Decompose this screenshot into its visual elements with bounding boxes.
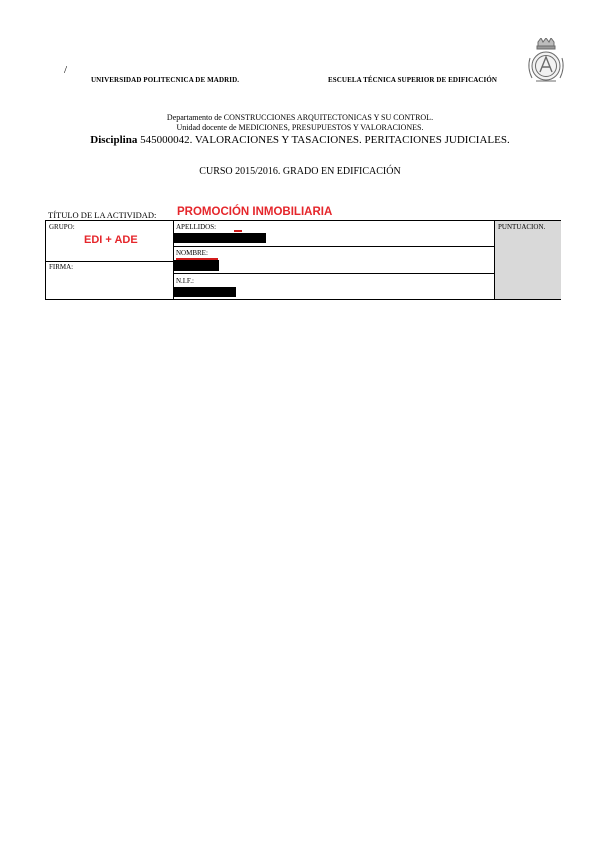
discipline-label: Disciplina	[90, 134, 138, 146]
activity-title-value[interactable]: PROMOCIÓN INMOBILIARIA	[177, 206, 333, 218]
redacted-surname	[174, 233, 266, 243]
apellidos-label: APELLIDOS:	[176, 223, 217, 231]
school-name: ESCUELA TÉCNICA SUPERIOR DE EDIFICACIÓN	[328, 76, 498, 84]
row-divider	[46, 261, 173, 262]
puntuacion-label: PUNTUACION.	[498, 223, 546, 231]
grupo-value[interactable]: EDI + ADE	[84, 234, 138, 246]
stray-slash-mark: /	[64, 64, 68, 76]
nif-label: N.I.F.:	[176, 277, 194, 285]
firma-label: FIRMA:	[49, 263, 74, 271]
student-info-table	[45, 220, 561, 300]
redacted-nif	[174, 287, 236, 297]
row-divider	[173, 273, 494, 274]
redacted-first-name	[174, 260, 219, 271]
discipline-text: 545000042. VALORACIONES Y TASACIONES. PERITACIONES JUDICIALES.	[137, 134, 510, 146]
redaction-residue	[234, 230, 242, 232]
university-name: UNIVERSIDAD POLITECNICA DE MADRID.	[91, 76, 240, 84]
course-title: CURSO 2015/2016. GRADO EN EDIFICACIÓN	[199, 166, 401, 177]
school-crest-logo	[526, 38, 566, 84]
column-divider	[494, 221, 495, 299]
score-box	[495, 221, 561, 299]
nombre-label: NOMBRE:	[176, 249, 208, 257]
grupo-label: GRUPO:	[49, 223, 75, 231]
activity-title-label: TÍTULO DE LA ACTIVIDAD:	[48, 210, 157, 220]
row-divider	[173, 246, 494, 247]
discipline-line	[0, 134, 600, 146]
teaching-unit-line: Unidad docente de MEDICIONES, PRESUPUESTOS Y VALORACIONES.	[176, 123, 424, 132]
department-line: Departamento de CONSTRUCCIONES ARQUITECTONICAS Y SU CONTROL.	[166, 113, 434, 122]
